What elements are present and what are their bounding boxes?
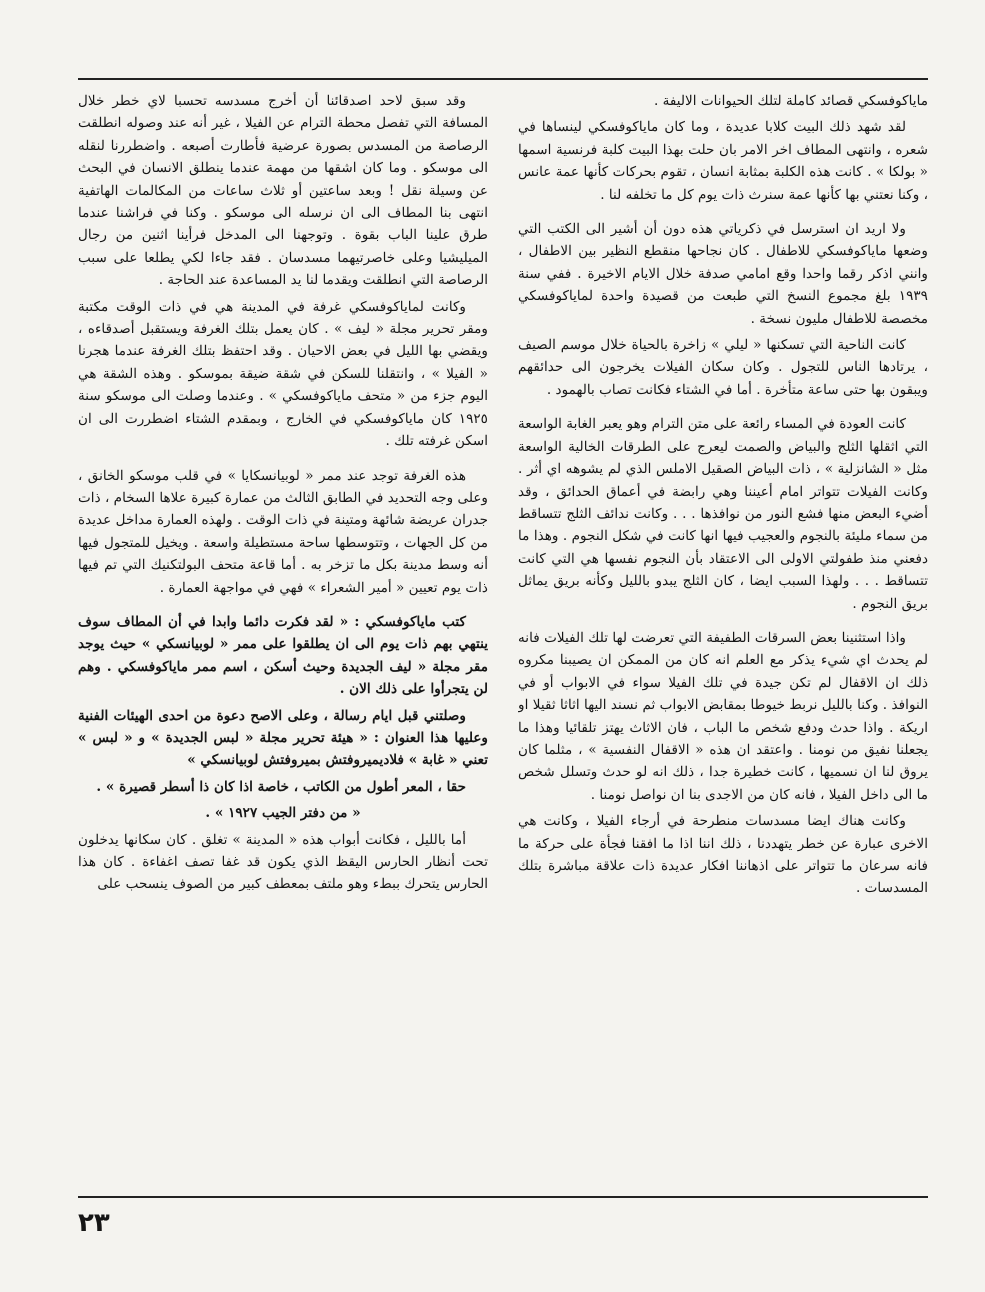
paragraph: واذا استثنينا بعض السرقات الطفيفة التي تعرضت لها تلك الفيلات فانه لم يحدث اي شيء يذكر مع العلم انه كان من الممكن ان يصيبنا مكروه ذلك ان الاقفال لم تكن جيدة في تلك الفيلا سواء في الابواب أو في النوافذ . وكنا بالليل نربط خيوطا بمقابض الابواب ثم نسند اليها اثاثا ثقيلا او اريكة . واذا حدث ودفع شخص ما الباب ، فان الاثاث يهتز تلقائيا وهذا ما يجعلنا نفيق من نومنا . واعتقد ان هذه « الاقفال النفسية » ، مثلما كان يروق لنا ان نسميها ، كانت خطيرة جدا ، ذلك انه لو حدث وتسلل شخص ما الى داخل الفيلا ، فانه كان من الاجدى بنا ان نواصل نومنا . (518, 629, 928, 803)
paragraph: وكانت لمایاکوفسکي غرفة في المدينة هي في ذات الوقت مكتبة ومقر تحرير مجلة « ليف » . كان يعمل بتلك الغرفة ويستقبل أصدقاءه ، ويقضي بها الليل في بعض الاحيان . وقد احتفظ بتلك الغرفة عندما هجرنا « الفيلا » ، وانتقلنا للسكن في شقة ضيقة بموسكو . وهذه الشقة هي اليوم جزء من « متحف مایاکوفسکي » . وعندما وصلت الى موسكو سنة ١٩٢٥ كان مایاکوفسکي في الخارج ، وبمقدم الشتاء اضطررت الى ان اسكن غرفته تلك . (78, 298, 488, 450)
paragraph: هذه الغرفة توجد عند ممر « لوبيانسكايا » في قلب موسكو الخانق ، وعلى وجه التحديد في الطابق الثالث من عمارة كبيرة علاها السخام ، ذات جدران عريضة شائهة ومتينة في ذات الوقت . ولهذه العمارة مداخل عديدة من كل الجهات ، وتتوسطها ساحة مستطيلة واسعة . ويخيل للمتجول فيها أنه وسط مدينة بكل ما تزخر به . أما قاعة متحف البولتكنيك التي تم فيها ذات يوم تعيين « أمير الشعراء » فهي في مواجهة العمارة . (78, 467, 488, 596)
top-rule (78, 78, 928, 80)
bottom-rule (78, 1196, 928, 1198)
page-number: ٢٣ (78, 1208, 110, 1238)
paragraph: مایاکوفسكي قصائد كاملة لتلك الحيوانات الاليفة . (653, 93, 928, 109)
quote-source: « من دفتر الجيب ١٩٢٧ » . (205, 805, 361, 822)
paragraph: وقد سبق لاحد اصدقائنا أن أخرج مسدسه تحسبا لاي خطر خلال المسافة التي تفصل محطة الترام عن الفيلا ، غير أنه عند وصوله انطلقت الرصاصة من المسدس بصورة عرضية فأطارت أصبعه . واضطررنا لنقله الى موسكو . وما كان اشقها من مهمة عندما ينطلق الانسان في البحث عن وسيلة نقل ! وبعد ساعتين أو ثلاث ساعات من المكالمات الهاتفية انتهى بنا المطاف الى ان نرسله الى موسكو . وكنا في فراشنا عندما طرق علينا الباب بقوة . وتوجهنا الى المدخل فرأينا اثنين من رجال الميليشيا وعلى خاصرتيهما مسدسان . فقد جاءا لكي يطلعا على سبب الرصاصة التي انطلقت ويقدما لنا يد المساعدة عند الحاجة . (78, 93, 488, 289)
left-column (78, 90, 488, 1190)
paragraph: وكانت هناك ايضا مسدسات منطرحة في أرجاء الفيلا ، وكانت هي الاخرى عبارة عن خطر يتهددنا ، ذلك اننا اذا ما افقنا فجأة على حركة ما فانه سرعان ما تتواتر على اذهاننا افكار عديدة ذات علاقة مباشرة بتلك المسدسات . (518, 813, 928, 897)
paragraph: كانت الناحية التي تسكنها « ليلي » زاخرة بالحياة خلال موسم الصيف ، يرتادها الناس للتجول . وكان سكان الفيلات يخرجون الى حدائقهم ويبقون بها حتى ساعة متأخرة . أما في الشتاء فكانت تصاب بالهمود . (518, 337, 928, 398)
paragraph: أما بالليل ، فكانت أبواب هذه « المدينة » تغلق . كان سكانها يدخلون تحت أنظار الحارس اليقظ الذي يكون قد غفا تصف اغفاءة . كان هذا الحارس يتحرك ببطء وهو ملتف بمعطف كبير من الصوف ينسحب على (78, 831, 488, 893)
paragraph: كانت العودة في المساء رائعة على متن الترام وهو يعبر الغابة الواسعة التي اثقلها الثلج والبياض والصمت ليعرج على الطرقات الخالية الواسعة مثل « الشانزلية » ، ذات البياض الصقيل الاملس الذي لم يشوهه اي أثر . وكانت الفيلات تتواتر امام أعيننا وهي رابضة في أعماق الحدائق ، وقد أضيء البعض منها فشع النور من نوافذها . . . وكانت ندائف الثلج تتساقط من سماء مليئة بالنجوم والعجيب فيها انها كانت في شكل النجوم . وهذا ما دفعني منذ طفولتي الاولى الى الاعتقاد بأن النجوم نفسها هي التي كانت تتساقط . . . ولهذا السبب ايضا ، كان الثلج يبدو بالليل وكأنه بريق يماثل بريق النجوم . (518, 416, 928, 612)
right-column (518, 90, 928, 1190)
paragraph: ولا اريد ان استرسل في ذكرياتي هذه دون أن أشير الى الكتب التي وضعها مایاکوفسکي للاطفال . كان نجاحها منقطع النظير بين الاطفال ، وانني اذكر رقما واحدا وقع امامي صدفة خلال الايام الاخيرة . ففي سنة ١٩٣٩ بلغ مجموع النسخ التي طبعت من قصيدة واحدة لمایاکوفسکي مخصصة للاطفال مليون نسخة . (518, 221, 928, 327)
quote-paragraph: حقا ، المعر أطول من الكاتب ، خاصة اذا كان ذا أسطر قصيرة » . (96, 778, 466, 795)
quote-paragraph: كتب مایاکوفسکي : « لقد فكرت دائما وابدا في أن المطاف سوف ينتهي بهم ذات يوم الى ان يطلقوا على ممر « لوبيانسكي » حيث يوجد مقر مجلة « ليف الجديدة وحيث أسكن ، اسم ممر مایاکوفسکي . وهم لن يتجرأوا على ذلك الان . (78, 613, 488, 698)
paragraph: لقد شهد ذلك البيت كلابا عديدة ، وما كان مایاکوفسکي لينساها في شعره ، وانتهى المطاف اخر الامر بان حلت بهذا البيت كلبة فرنسية اسمها « بولكا » . كانت هذه الكلبة بمثابة انسان ، تقوم بحركات كأنها عمة عانس ، وكنا نعتني بها كأنها عمة سنرث ذات يوم كل ما تخلفه لنا . (518, 119, 928, 203)
quote-paragraph: وصلتني قبل ايام رسالة ، وعلى الاصح دعوة من احدى الهيئات الفنية وعليها هذا العنوان : « هيئة تحرير مجلة « لبس الجديدة » و « لبس » تعني « غابة » فلاديميروفتش بميروفتش لوبيانسكي » (78, 707, 488, 769)
